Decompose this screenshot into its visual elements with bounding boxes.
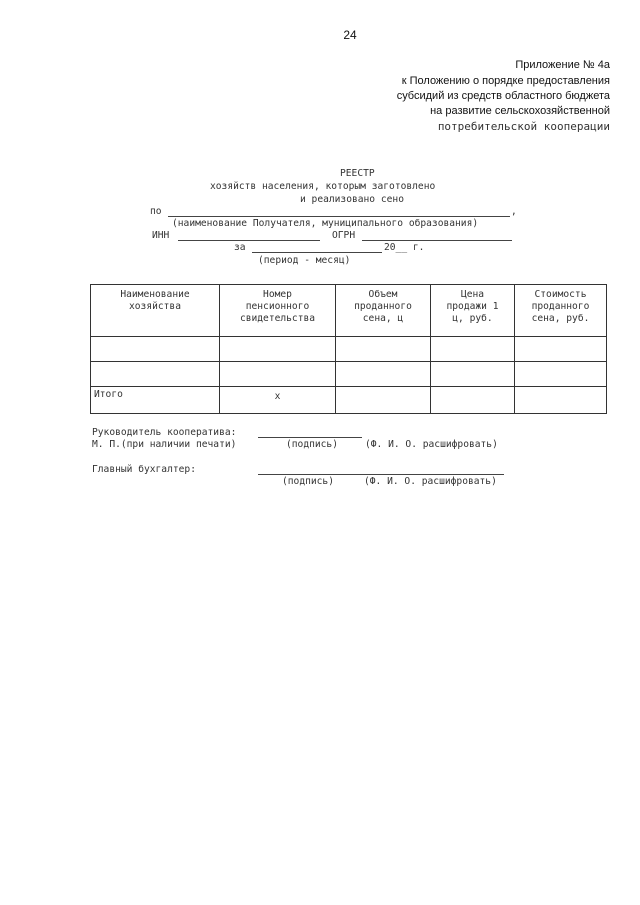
inn-line [178, 240, 320, 241]
year-text: 20__ г. [384, 242, 425, 253]
ogrn-label: ОГРН [332, 230, 356, 241]
registry-subtitle-2: и реализовано сено [300, 194, 404, 205]
head-signature-line [258, 437, 362, 438]
period-label: за [234, 242, 246, 253]
total-label: Итого [91, 387, 220, 414]
appendix-line-5: потребительской кооперации [437, 120, 610, 133]
appendix-line-2: к Положению о порядке предоставления [401, 75, 610, 87]
header-farm-name: Наименование хозяйства [91, 285, 220, 337]
header-cost: Стоимость проданного сена, руб. [515, 285, 607, 337]
table-header-row [91, 285, 607, 337]
period-line [252, 252, 382, 253]
accountant-label: Главный бухгалтер: [92, 464, 196, 475]
table-row [91, 337, 607, 362]
header-hay-volume: Объем проданного сена, ц [336, 285, 431, 337]
registry-title: РЕЕСТР [340, 168, 375, 179]
head-signature-caption: (подпись) [286, 439, 338, 450]
header-price: Цена продажи 1 ц, руб. [431, 285, 515, 337]
head-name-caption: (Ф. И. О. расшифровать) [365, 439, 498, 450]
recipient-line [168, 216, 510, 217]
period-caption: (период - месяц) [258, 255, 351, 266]
accountant-signature-caption: (подпись) [282, 476, 334, 487]
page-number: 24 [343, 28, 357, 42]
registry-table [90, 284, 607, 414]
inn-label: ИНН [152, 230, 170, 241]
appendix-line-1: Приложение № 4а [515, 59, 610, 71]
header-pension-number: Номер пенсионного свидетельства [220, 285, 336, 337]
table-total-row [91, 387, 607, 414]
po-label: по [150, 206, 162, 217]
total-mark: х [220, 387, 336, 414]
appendix-line-4: на развитие сельскохозяйственной [430, 105, 610, 117]
ogrn-line [362, 240, 512, 241]
accountant-signature-line [258, 474, 504, 475]
recipient-caption: (наименование Получателя, муниципального образования) [172, 218, 479, 229]
accountant-name-caption: (Ф. И. О. расшифровать) [364, 476, 497, 487]
table-row [91, 362, 607, 387]
appendix-line-3: субсидий из средств областного бюджета [396, 90, 610, 102]
seal-label: М. П.(при наличии печати) [92, 439, 237, 450]
registry-subtitle-1: хозяйств населения, которым заготовлено [210, 181, 436, 192]
head-label: Руководитель кооператива: [92, 427, 237, 438]
po-comma: , [511, 206, 517, 217]
